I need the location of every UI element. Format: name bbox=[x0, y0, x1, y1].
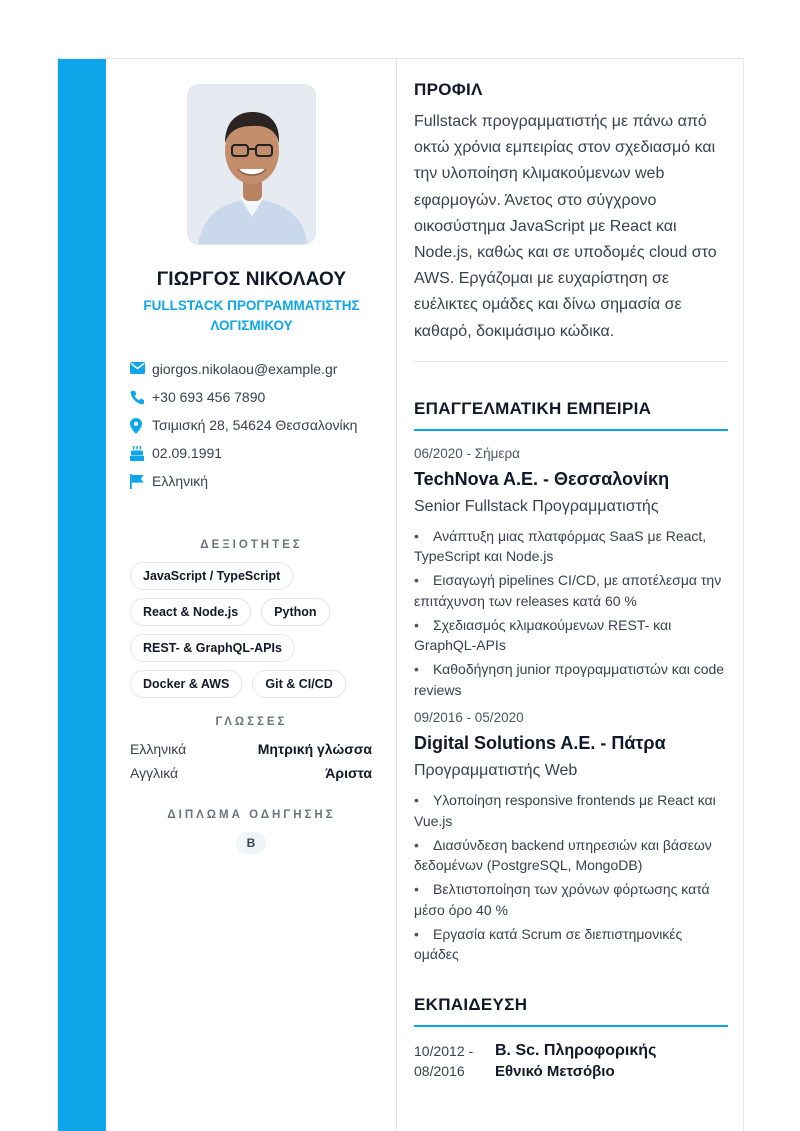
job-bullet: • Διασύνδεση backend υπηρεσιών και βάσεων δεδομένων (PostgreSQL, MongoDB) bbox=[414, 835, 728, 876]
job-entry bbox=[414, 710, 728, 965]
address-text: Τσιμισκή 28, 54624 Θεσσαλονίκη bbox=[152, 417, 358, 433]
job-title: Senior Fullstack Προγραμματιστής bbox=[414, 497, 659, 515]
job-bullet: • Ανάπτυξη μιας πλατφόρμας SaaS με React, TypeScript και Node.js bbox=[414, 526, 728, 567]
license-heading: ΔΙΠΛΩΜΑ ΟΔΗΓΗΣΗΣ bbox=[167, 809, 336, 821]
envelope-icon bbox=[130, 359, 152, 374]
job-bullet: • Καθοδήγηση junior προγραμματιστών και code reviews bbox=[414, 659, 728, 700]
job-date: 06/2020 - Σήμερα bbox=[414, 445, 520, 461]
education-school: Εθνικό Μετσόβιο bbox=[495, 1062, 615, 1080]
main-content bbox=[414, 59, 728, 1083]
language-row bbox=[130, 763, 372, 783]
job-bullet: • Βελτιστοποίηση των χρόνων φόρτωσης κατά μέσο όρο 40 % bbox=[414, 879, 728, 920]
language-name: Ελληνικά bbox=[130, 741, 187, 757]
birthdate-text: 02.09.1991 bbox=[152, 445, 223, 461]
contact-address bbox=[130, 415, 380, 435]
education-entry bbox=[414, 1041, 728, 1083]
language-level: Μητρική γλώσσα bbox=[257, 741, 372, 757]
job-entry bbox=[414, 446, 728, 701]
license-badge: B bbox=[236, 832, 266, 854]
education-rule bbox=[414, 1025, 728, 1027]
contact-birthdate bbox=[130, 443, 380, 463]
languages-list bbox=[130, 739, 372, 787]
skills-heading: ΔΕΞΙΟΤΗΤΕΣ bbox=[200, 539, 303, 551]
nationality-text: Ελληνική bbox=[152, 473, 209, 489]
contact-list bbox=[130, 359, 380, 499]
experience-heading: ΕΠΑΓΓΕΛΜΑΤΙΚΗ ΕΜΠΕΙΡΙΑ bbox=[414, 398, 652, 418]
contact-nationality bbox=[130, 471, 380, 491]
job-title: Προγραμματιστής Web bbox=[414, 762, 578, 780]
job-date: 09/2016 - 05/2020 bbox=[414, 710, 524, 726]
birthday-cake-icon bbox=[130, 443, 152, 461]
job-bullet: • Σχεδιασμός κλιμακούμενων REST- και GraphQL-APIs bbox=[414, 615, 728, 656]
job-bullets bbox=[414, 526, 728, 701]
accent-bar bbox=[58, 59, 106, 1131]
job-company: TechNova A.E. - Θεσσαλονίκη bbox=[414, 468, 670, 489]
education-degree: B. Sc. Πληροφορικής bbox=[495, 1041, 657, 1059]
education-heading: ΕΚΠΑΙΔΕΥΣΗ bbox=[414, 994, 528, 1014]
contact-email bbox=[130, 359, 380, 379]
phone-link[interactable]: +30 693 456 7890 bbox=[152, 389, 266, 405]
email-link[interactable]: giorgos.nikolaou@example.gr bbox=[152, 361, 338, 377]
section-divider bbox=[414, 361, 728, 362]
experience-rule bbox=[414, 429, 728, 431]
profile-photo bbox=[187, 84, 316, 245]
education-date: 10/2012 - 08/2016 bbox=[414, 1042, 474, 1079]
job-company: Digital Solutions A.E. - Πάτρα bbox=[414, 733, 666, 754]
map-pin-icon bbox=[130, 415, 152, 434]
skill-chip: Git & CI/CD bbox=[252, 670, 345, 698]
skill-chip: Docker & AWS bbox=[130, 670, 242, 698]
languages-heading: ΓΛΩΣΣΕΣ bbox=[215, 716, 288, 728]
skill-chip: REST- & GraphQL-APIs bbox=[130, 634, 295, 662]
language-name: Αγγλικά bbox=[130, 765, 179, 781]
job-bullet: • Υλοποίηση responsive frontends με React και Vue.js bbox=[414, 790, 728, 831]
sidebar bbox=[106, 59, 397, 1131]
language-row bbox=[130, 739, 372, 759]
profile-text: Fullstack προγραμματιστής με πάνω από οκτώ χρόνια εμπειρίας στον σχεδιασμό και την υλοποίηση κλιμακούμενων web εφαρμογών. Άνετος στο σύγχρονο οικοσύστημα JavaScript με React και Node.js, καθώς και σε υποδομές cloud στο AWS. Εργάζομαι με ευχαρίστηση σε ευέλικτες ομάδες και δίνω σημασία σε καθαρό, δοκιμάσιμο κώδικα. bbox=[414, 113, 717, 340]
person-name: ΓΙΩΡΓΟΣ ΝΙΚΟΛΑΟΥ bbox=[156, 269, 347, 290]
skill-chip: Python bbox=[261, 598, 329, 626]
job-bullet: • Εισαγωγή pipelines CI/CD, με αποτέλεσμα την επιτάχυνση των releases κατά 60 % bbox=[414, 570, 728, 611]
profile-heading: ΠΡΟΦΙΛ bbox=[414, 80, 483, 99]
education-details bbox=[495, 1041, 728, 1083]
skills-list bbox=[130, 562, 380, 698]
person-role: FULLSTACK ΠΡΟΓΡΑΜΜΑΤΙΣΤΗΣ ΛΟΓΙΣΜΙΚΟΥ bbox=[143, 298, 360, 333]
job-bullet: • Εργασία κατά Scrum σε διεπιστημονικές ομάδες bbox=[414, 924, 728, 965]
job-bullets bbox=[414, 790, 728, 965]
skill-chip: JavaScript / TypeScript bbox=[130, 562, 293, 590]
contact-phone bbox=[130, 387, 380, 407]
phone-icon bbox=[130, 387, 152, 405]
language-level: Άριστα bbox=[325, 765, 372, 781]
skill-chip: React & Node.js bbox=[130, 598, 251, 626]
resume-page bbox=[57, 58, 744, 1131]
flag-icon bbox=[130, 471, 152, 489]
